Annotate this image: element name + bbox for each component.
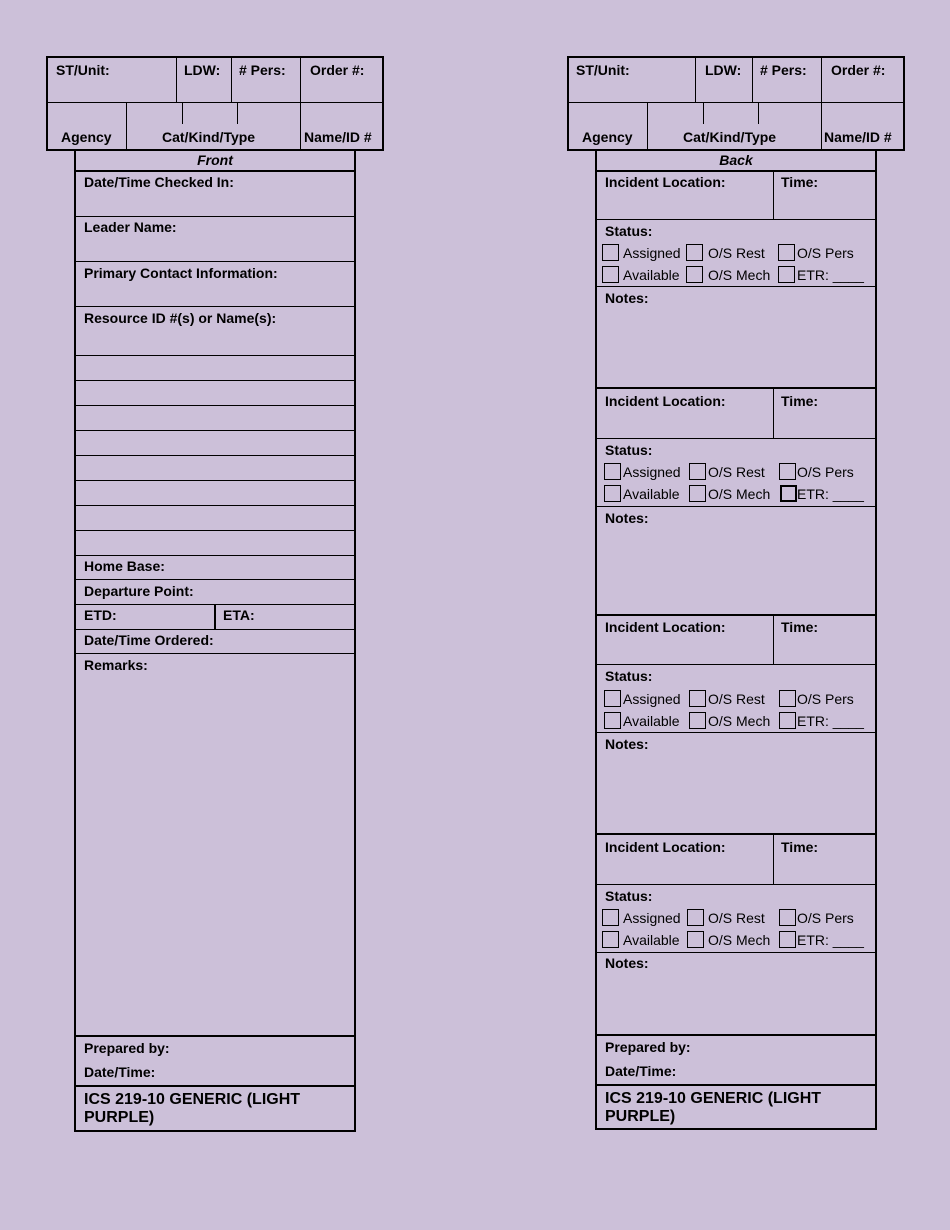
incident-location-label: Incident Location: (605, 393, 726, 409)
remarks-label: Remarks: (84, 657, 148, 673)
eta-label: ETA: (223, 607, 255, 623)
os-mech-checkbox[interactable] (687, 931, 704, 948)
available-checkbox[interactable] (604, 485, 621, 502)
os-rest-label: O/S Rest (708, 245, 765, 261)
resource-row-line (75, 380, 355, 381)
back-side-label: Back (719, 152, 753, 168)
os-mech-label: O/S Mech (708, 932, 771, 948)
divider (75, 216, 355, 217)
divider (596, 1084, 876, 1086)
os-pers-checkbox[interactable] (778, 244, 795, 261)
divider (75, 653, 355, 654)
divider (596, 506, 876, 507)
assigned-checkbox[interactable] (602, 909, 619, 926)
etr-checkbox[interactable] (779, 931, 796, 948)
etr-label: ETR: ____ (797, 267, 864, 283)
etr-label: ETR: ____ (797, 713, 864, 729)
assigned-label: Assigned (623, 910, 681, 926)
os-mech-label: O/S Mech (708, 267, 771, 283)
os-pers-label: O/S Pers (797, 691, 854, 707)
order-label: Order #: (831, 62, 886, 78)
resource-id-label: Resource ID #(s) or Name(s): (84, 310, 277, 326)
divider (75, 1035, 355, 1037)
incident-location-label: Incident Location: (605, 619, 726, 635)
notes-label: Notes: (605, 290, 649, 306)
divider (596, 833, 876, 835)
notes-label: Notes: (605, 955, 649, 971)
available-label: Available (623, 486, 680, 502)
os-rest-label: O/S Rest (708, 910, 765, 926)
divider (75, 1085, 355, 1087)
etr-checkbox[interactable] (778, 266, 795, 283)
divider (596, 170, 876, 172)
home-base-label: Home Base: (84, 558, 165, 574)
divider (596, 387, 876, 389)
divider (568, 102, 904, 103)
divider (596, 286, 876, 287)
divider (695, 57, 696, 102)
resource-row-line (75, 405, 355, 406)
divider (176, 57, 177, 102)
divider (596, 219, 876, 220)
os-rest-label: O/S Rest (708, 464, 765, 480)
os-mech-checkbox[interactable] (689, 485, 706, 502)
divider (752, 57, 753, 102)
notes-label: Notes: (605, 510, 649, 526)
prepared-by-label: Prepared by: (84, 1040, 170, 1056)
resource-row-line (75, 480, 355, 481)
cat-kind-type-label: Cat/Kind/Type (683, 129, 777, 145)
divider (214, 604, 216, 629)
divider (773, 616, 774, 665)
form-title: ICS 219-10 GENERIC (LIGHT PURPLE) (84, 1091, 301, 1126)
notes-label: Notes: (605, 736, 649, 752)
divider (75, 170, 355, 172)
divider (647, 102, 648, 149)
available-label: Available (623, 267, 680, 283)
os-rest-checkbox[interactable] (686, 244, 703, 261)
divider (758, 102, 759, 124)
divider (596, 1034, 876, 1036)
agency-label: Agency (582, 129, 633, 145)
etr-label: ETR: ____ (797, 932, 864, 948)
resource-row-line (75, 505, 355, 506)
name-id-label: Name/ID # (304, 129, 372, 145)
divider (596, 438, 876, 439)
name-id-label: Name/ID # (824, 129, 892, 145)
ldw-label: LDW: (184, 62, 221, 78)
divider (75, 555, 355, 556)
resource-row-line (75, 355, 355, 356)
pers-label: # Pers: (760, 62, 807, 78)
checked-in-label: Date/Time Checked In: (84, 174, 234, 190)
st-unit-label: ST/Unit: (576, 62, 630, 78)
available-label: Available (623, 713, 680, 729)
date-time-ordered-label: Date/Time Ordered: (84, 632, 214, 648)
resource-row-line (75, 430, 355, 431)
leader-name-label: Leader Name: (84, 219, 177, 235)
divider (596, 952, 876, 953)
etr-label: ETR: ____ (797, 486, 864, 502)
departure-point-label: Departure Point: (84, 583, 194, 599)
os-pers-label: O/S Pers (797, 464, 854, 480)
divider (126, 102, 127, 149)
status-label: Status: (605, 668, 653, 684)
divider (773, 389, 774, 439)
etr-checkbox[interactable] (779, 712, 796, 729)
os-rest-checkbox[interactable] (687, 909, 704, 926)
os-pers-checkbox[interactable] (779, 909, 796, 926)
status-label: Status: (605, 442, 653, 458)
os-mech-checkbox[interactable] (689, 712, 706, 729)
time-label: Time: (781, 393, 819, 409)
os-pers-checkbox[interactable] (779, 690, 796, 707)
divider (773, 170, 774, 220)
prepared-by-label: Prepared by: (605, 1039, 691, 1055)
os-rest-checkbox[interactable] (689, 463, 706, 480)
cat-kind-type-label: Cat/Kind/Type (162, 129, 256, 145)
time-label: Time: (781, 174, 819, 190)
resource-row-line (75, 530, 355, 531)
divider (182, 102, 183, 124)
st-unit-label: ST/Unit: (56, 62, 110, 78)
divider (596, 664, 876, 665)
incident-location-label: Incident Location: (605, 839, 726, 855)
os-rest-checkbox[interactable] (689, 690, 706, 707)
assigned-label: Assigned (623, 691, 681, 707)
os-pers-checkbox[interactable] (779, 463, 796, 480)
status-label: Status: (605, 888, 653, 904)
time-label: Time: (781, 839, 819, 855)
assigned-checkbox[interactable] (604, 690, 621, 707)
divider (596, 884, 876, 885)
incident-location-label: Incident Location: (605, 174, 726, 190)
order-label: Order #: (310, 62, 365, 78)
front-side-label: Front (197, 152, 233, 168)
available-checkbox[interactable] (602, 931, 619, 948)
etr-checkbox[interactable] (780, 485, 797, 502)
divider (237, 102, 238, 124)
os-mech-label: O/S Mech (708, 486, 771, 502)
os-pers-label: O/S Pers (797, 910, 854, 926)
resource-row-line (75, 455, 355, 456)
os-mech-label: O/S Mech (708, 713, 771, 729)
available-checkbox[interactable] (604, 712, 621, 729)
divider (47, 102, 383, 103)
date-time-label: Date/Time: (84, 1064, 156, 1080)
os-mech-checkbox[interactable] (686, 266, 703, 283)
form-title: ICS 219-10 GENERIC (LIGHT PURPLE) (605, 1090, 822, 1125)
divider (75, 306, 355, 307)
assigned-label: Assigned (623, 464, 681, 480)
assigned-checkbox[interactable] (604, 463, 621, 480)
date-time-label: Date/Time: (605, 1063, 677, 1079)
assigned-label: Assigned (623, 245, 681, 261)
os-rest-label: O/S Rest (708, 691, 765, 707)
primary-contact-label: Primary Contact Information: (84, 265, 278, 281)
available-checkbox[interactable] (602, 266, 619, 283)
divider (231, 57, 232, 102)
divider (703, 102, 704, 124)
status-label: Status: (605, 223, 653, 239)
divider (821, 57, 822, 149)
divider (773, 835, 774, 884)
divider (300, 57, 301, 149)
agency-label: Agency (61, 129, 112, 145)
ldw-label: LDW: (705, 62, 742, 78)
divider (75, 261, 355, 262)
divider (75, 579, 355, 580)
divider (596, 614, 876, 616)
available-label: Available (623, 932, 680, 948)
pers-label: # Pers: (239, 62, 286, 78)
os-pers-label: O/S Pers (797, 245, 854, 261)
divider (75, 629, 355, 630)
divider (596, 732, 876, 733)
assigned-checkbox[interactable] (602, 244, 619, 261)
time-label: Time: (781, 619, 819, 635)
etd-label: ETD: (84, 607, 117, 623)
